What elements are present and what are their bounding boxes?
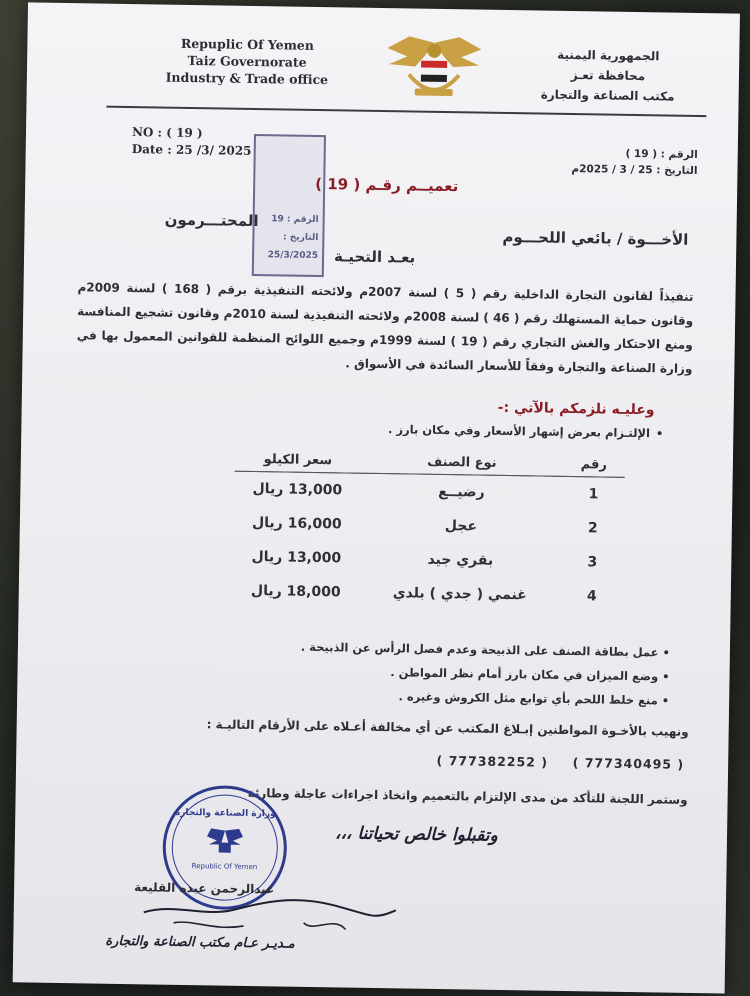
phone-number-1: ( 777340495 ) (572, 755, 685, 772)
committee-line: وستمر اللجنة للتأكد من مدى الإلتزام بالتعميم واتخاذ اجراءات عاجلة وطارئة (247, 785, 688, 807)
signer-title: مـديـر عـام مكتب الصناعة والتجارة (105, 933, 295, 952)
bullet-list (229, 634, 670, 713)
bullet-text: عمل بطاقة الصنف على الذبيحة وعدم فصل الرأس عن الذبيحة . (300, 639, 659, 660)
bullet-dot-icon: • (655, 426, 664, 441)
seal-eagle-icon (205, 826, 245, 857)
row-no: 4 (586, 588, 597, 605)
header-ar-line-3: مكتب الصناعة والتجارة (540, 87, 675, 104)
date-label: Date : (131, 142, 172, 157)
greeting: بعـد التحيـة (333, 247, 416, 267)
table-row (233, 574, 623, 614)
header-rule (106, 106, 706, 117)
bullet-dot-icon: • (658, 645, 671, 660)
addressee: الأخـــوة / بائعي اللحـــوم (502, 227, 689, 249)
bullet-text: منع خلط اللحم بأي توابع مثل الكروش وغيره . (398, 689, 658, 708)
header-en (157, 34, 338, 88)
bullet-dot-icon: • (658, 669, 670, 684)
header-en-line-3: Industry & Trade office (165, 69, 329, 88)
addressee-suffix: المحتـــرمون (164, 210, 259, 231)
date-value: 25 /3/ 2025 (175, 142, 252, 158)
row-price: 18,000 ريال (250, 582, 341, 601)
received-stamp-line-2: التاريخ : 25/3/2025 (267, 232, 319, 261)
first-obligation (388, 422, 664, 440)
row-item: رضيــع (438, 483, 485, 501)
yemen-eagle-emblem-icon (379, 34, 490, 104)
ar-date: التاريخ : 25 / 3 / 2025م (571, 162, 698, 177)
circular-title: تعميــم رقـم ( 19 ) (315, 174, 459, 196)
row-price: 13,000 ريال (252, 480, 343, 499)
header-ar-line-1: الجمهورية اليمنية (557, 47, 660, 64)
header-ar-line-2: محافظة تعـز (570, 67, 646, 84)
col-no-header: رقم (563, 453, 625, 477)
no-label: NO : (131, 125, 163, 140)
header-en-line-1: Repuplic Of Yemen (180, 35, 315, 53)
ref-ar (571, 145, 698, 179)
row-item: غنمي ( جدي ) بلدي (392, 585, 527, 604)
header-ar (513, 44, 704, 107)
row-price: 16,000 ريال (251, 514, 342, 533)
ar-no: الرقم : ( 19 ) (625, 147, 698, 161)
received-stamp-line-1: الرقم : 19 (271, 214, 319, 225)
obligations-heading: وعليـه نلزمكم بالآتي :- (497, 399, 655, 419)
seal-ar-text: وزارة الصناعة والتجارة (174, 807, 276, 820)
document-page (13, 2, 740, 993)
col-item-header: نوع الصنف (361, 450, 563, 477)
row-item: بقري جيد (427, 551, 494, 569)
row-no: 1 (588, 486, 599, 503)
report-line: ونهيب بالأخـوة المواطنين إبـلاغ المكتب عن أي مخالفة أعـلاه على الأرقام التاليـة : (206, 717, 689, 739)
ref-en (132, 124, 252, 160)
bullet-dot-icon: • (657, 693, 670, 708)
body-paragraph: تنفيذاً لقانون التجارة الداخلية رقم ( 5 ) لسنة 2007م ولائحته التنفيذية برقم ( 168 ) لسنة 2009م وقانون حماية المستهلك رقم ( 46 ) لسنة 2008م ولائحته التنفيذية لسنة 2010م وقانون تشجيع المنافسة ومنع الاحتكار والغش التجاري رقم ( 19 ) لسنة 1999م وجميع اللوائح المنظمة للقوانين المعمول بها في وزارة الصناعة والتجارة وفقاً للأسعار السائدة في الأسواق . (76, 280, 694, 376)
no-value: ( 19 ) (166, 125, 203, 141)
bullet-text: وضع الميزان في مكان بارز أمام نظر المواطن . (390, 665, 659, 684)
row-no: 3 (587, 554, 598, 571)
phone-numbers (436, 753, 684, 772)
price-table (233, 448, 625, 614)
row-item: عجل (444, 518, 478, 535)
col-price-header: سعر الكيلو (235, 448, 361, 473)
seal-en-text: Republic Of Yemen (191, 862, 258, 872)
header-en-line-2: Taiz Governorate (187, 52, 307, 70)
phone-number-2: ( 777382252 ) (436, 752, 549, 770)
received-stamp (252, 134, 326, 277)
first-obligation-text: الإلتـزام بعرض إشهار الأسعار وفي مكان بارز . (387, 422, 651, 441)
closing: وتقبلوا خالص تحياتنا ،،، (334, 823, 498, 846)
signer-name: عبدالرحمن عبده القليعة (134, 880, 275, 897)
row-no: 2 (587, 520, 598, 537)
row-price: 13,000 ريال (251, 548, 342, 567)
